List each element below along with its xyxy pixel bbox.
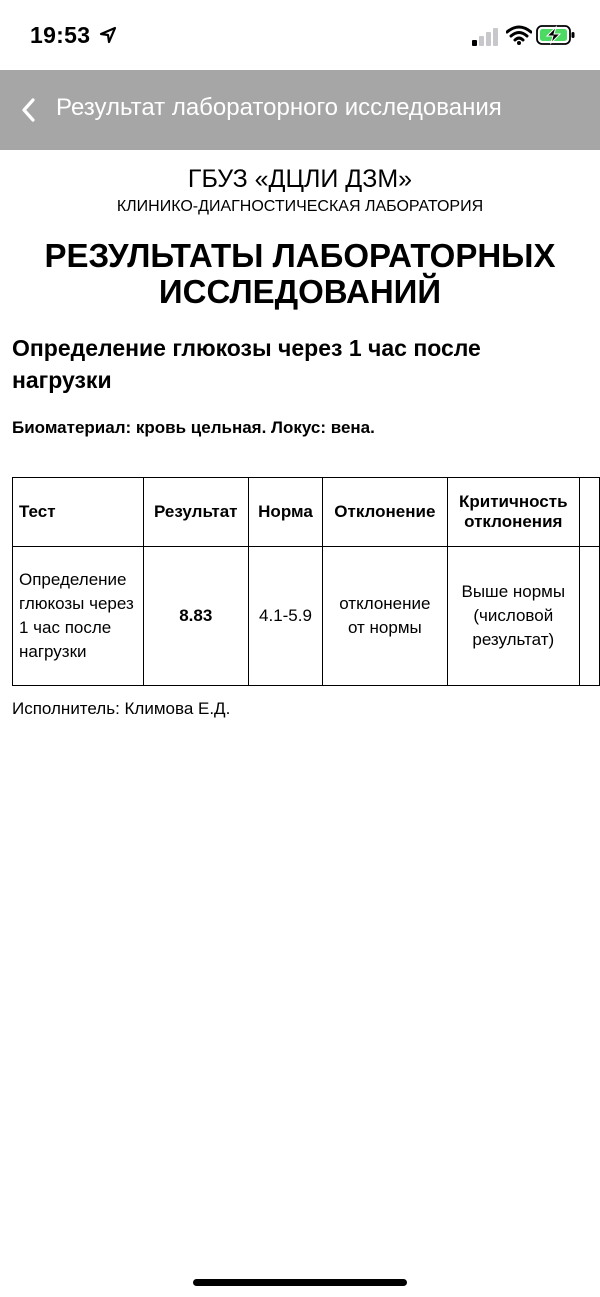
document-title: РЕЗУЛЬТАТЫ ЛАБОРАТОРНЫХ ИССЛЕДОВАНИЙ [44, 237, 556, 310]
organization-subtitle: КЛИНИКО-ДИАГНОСТИЧЕСКАЯ ЛАБОРАТОРИЯ [116, 198, 484, 215]
home-indicator[interactable] [193, 1279, 407, 1286]
cell-cutoff [579, 547, 599, 686]
chevron-left-icon[interactable] [18, 96, 40, 124]
battery-charging-icon [536, 24, 576, 46]
header-deviation: Отклонение [323, 478, 448, 547]
header-cutoff [579, 478, 599, 547]
results-table [12, 477, 600, 686]
status-bar [0, 0, 600, 70]
wifi-icon [506, 25, 532, 45]
header-norm: Норма [248, 478, 322, 547]
cell-deviation: отклонение от нормы [323, 547, 448, 686]
biomaterial-info: Биоматериал: кровь цельная. Локус: вена. [12, 418, 375, 437]
header-test: Тест [13, 478, 144, 547]
test-heading: Определение глюкозы через 1 час после нагрузки [12, 335, 481, 393]
executor-info: Исполнитель: Климова Е.Д. [12, 699, 231, 718]
location-arrow-icon [99, 26, 117, 44]
table-header-row [13, 478, 600, 547]
nav-title: Результат лабораторного исследования [56, 94, 502, 121]
cell-norm: 4.1-5.9 [248, 547, 322, 686]
table-row [13, 547, 600, 686]
cell-result: 8.83 [143, 547, 248, 686]
cell-criticality: Выше нормы (числовой результат) [447, 547, 579, 686]
cellular-signal-icon [472, 28, 500, 46]
header-result: Результат [143, 478, 248, 547]
organization-name: ГБУЗ «ДЦЛИ ДЗМ» [187, 165, 413, 193]
status-time: 19:53 [30, 22, 91, 48]
cell-test: Определение глюкозы через 1 час после нагрузки [13, 547, 144, 686]
header-criticality: Критичность отклонения [447, 478, 579, 547]
nav-bar [0, 70, 600, 150]
